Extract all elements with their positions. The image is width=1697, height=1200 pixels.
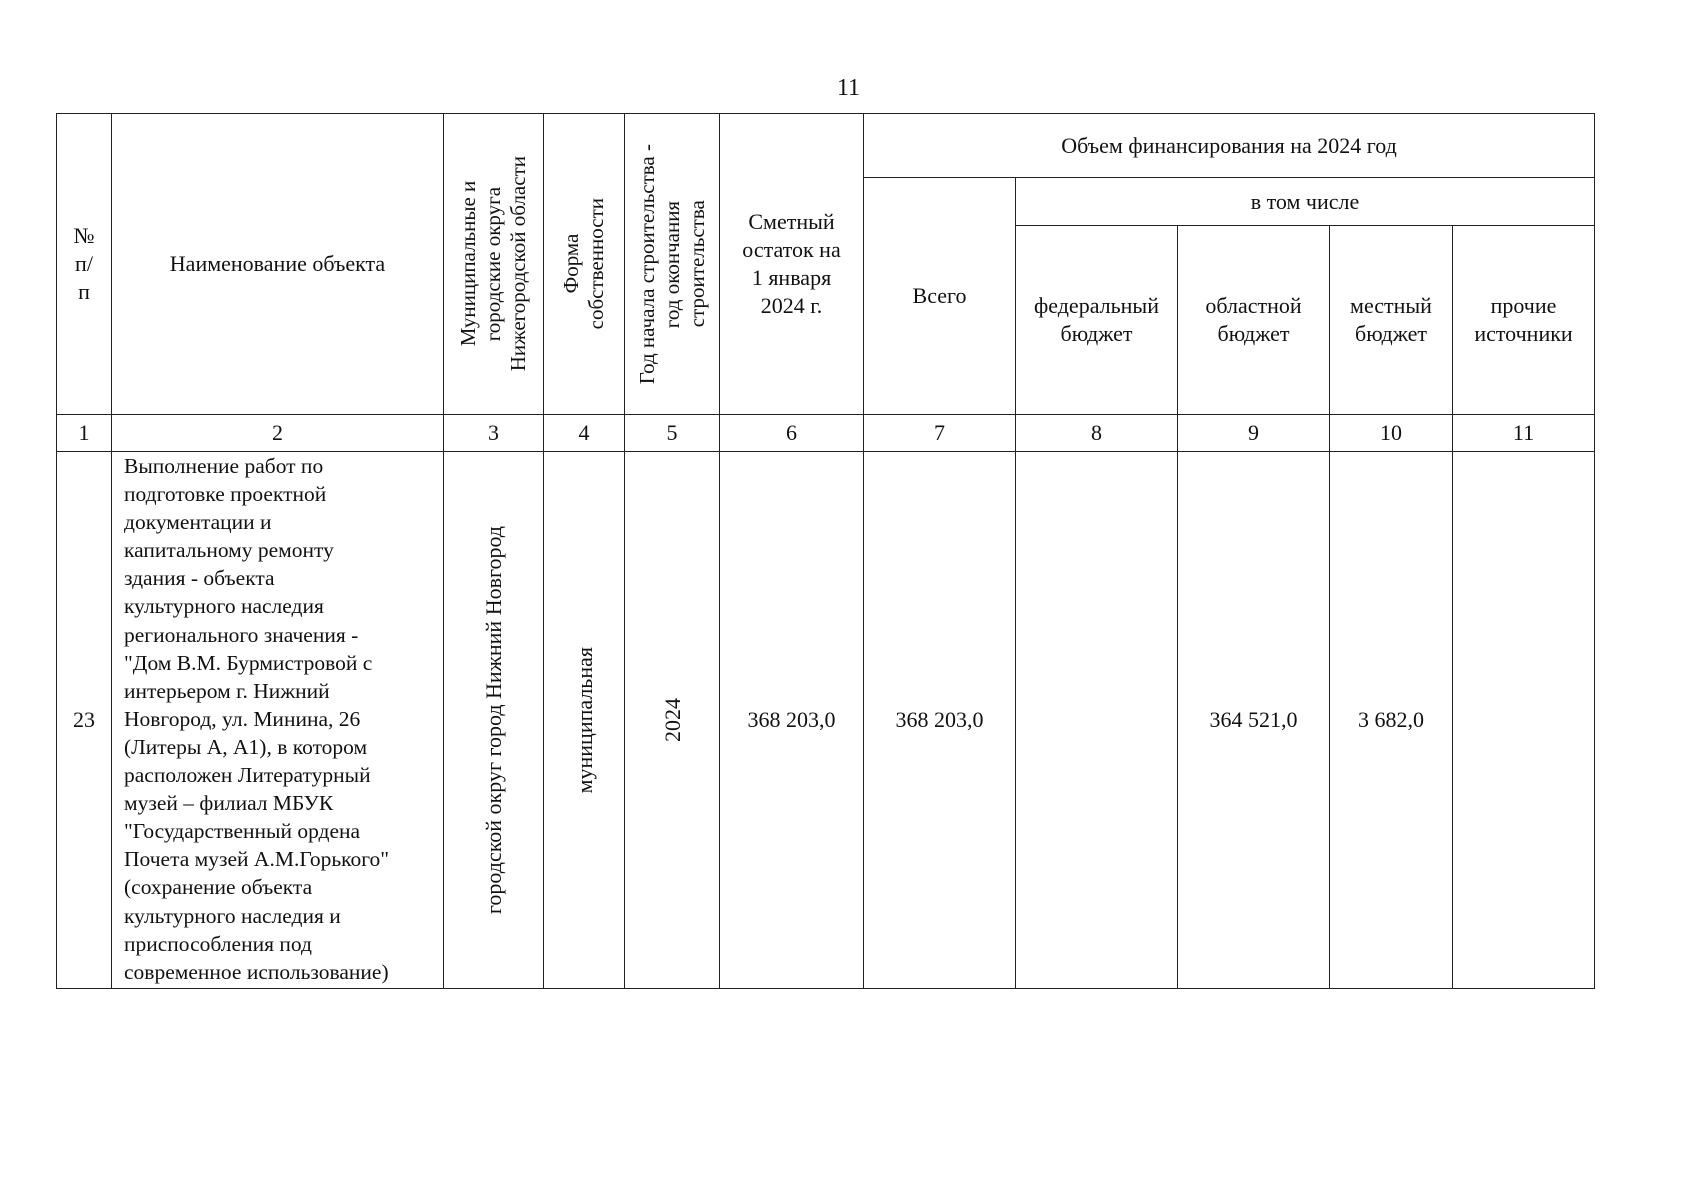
header-construction-years xyxy=(625,114,720,415)
object-name-cell xyxy=(112,452,444,989)
header-including: в том числе xyxy=(1016,178,1595,226)
header-federal-budget: федеральный бюджет xyxy=(1016,226,1178,415)
page-number: 11 xyxy=(836,75,861,101)
column-number-3: 3 xyxy=(444,415,544,452)
header-construction-years-text: Год начала строительства - год окончания строительства xyxy=(634,143,709,385)
regional-budget-value: 364 521,0 xyxy=(1178,452,1330,989)
column-number-7: 7 xyxy=(864,415,1016,452)
row-number: 23 xyxy=(57,452,112,989)
header-ownership-text: Форма собственности xyxy=(559,198,608,330)
federal-budget-value xyxy=(1016,452,1178,989)
construction-years-value: 2024 xyxy=(659,698,685,742)
object-name: Выполнение работ по подготовке проектной документации и капитальному ремонту здания - объекта культурного наследия регионального значения - "Дом В.М. Бурмистровой с интерьером г. Нижний Новгород, ул. Минина, 26 (Литеры А, А1), в котором расположен Литературный музей – филиал МБУК "Государственный ордена Почета музей А.М.Горького" (сохранение объекта культурного наследия и приспособления под современное использование) xyxy=(124,454,390,984)
column-number-9: 9 xyxy=(1178,415,1330,452)
construction-years-cell xyxy=(625,452,720,989)
local-budget-value: 3 682,0 xyxy=(1330,452,1453,989)
column-number-2: 2 xyxy=(112,415,444,452)
other-sources-value xyxy=(1453,452,1595,989)
ownership-value: муниципальная xyxy=(571,646,597,794)
column-number-6: 6 xyxy=(720,415,864,452)
header-estimated-remainder: Сметный остаток на 1 января 2024 г. xyxy=(720,114,864,415)
header-municipality xyxy=(444,114,544,415)
municipality-value: городской округ город Нижний Новгород xyxy=(481,525,506,915)
total-value: 368 203,0 xyxy=(864,452,1016,989)
header-funding-group: Объем финансирования на 2024 год xyxy=(864,114,1595,178)
municipality-cell xyxy=(444,452,544,989)
column-number-5: 5 xyxy=(625,415,720,452)
header-row-number: № п/ п xyxy=(57,114,112,415)
header-local-budget: местный бюджет xyxy=(1330,226,1453,415)
header-ownership xyxy=(544,114,625,415)
column-number-4: 4 xyxy=(544,415,625,452)
column-number-8: 8 xyxy=(1016,415,1178,452)
header-municipality-text: Муниципальные и городские округа Нижегородской области xyxy=(456,156,530,372)
ownership-cell xyxy=(544,452,625,989)
table-row xyxy=(57,452,1595,989)
financing-table xyxy=(56,113,1595,989)
column-number-10: 10 xyxy=(1330,415,1453,452)
header-object-name: Наименование объекта xyxy=(112,114,444,415)
header-other-sources: прочие источники xyxy=(1453,226,1595,415)
header-regional-budget: областной бюджет xyxy=(1178,226,1330,415)
header-total: Всего xyxy=(864,178,1016,415)
estimated-remainder-value: 368 203,0 xyxy=(720,452,864,989)
column-number-11: 11 xyxy=(1453,415,1595,452)
column-number-1: 1 xyxy=(57,415,112,452)
